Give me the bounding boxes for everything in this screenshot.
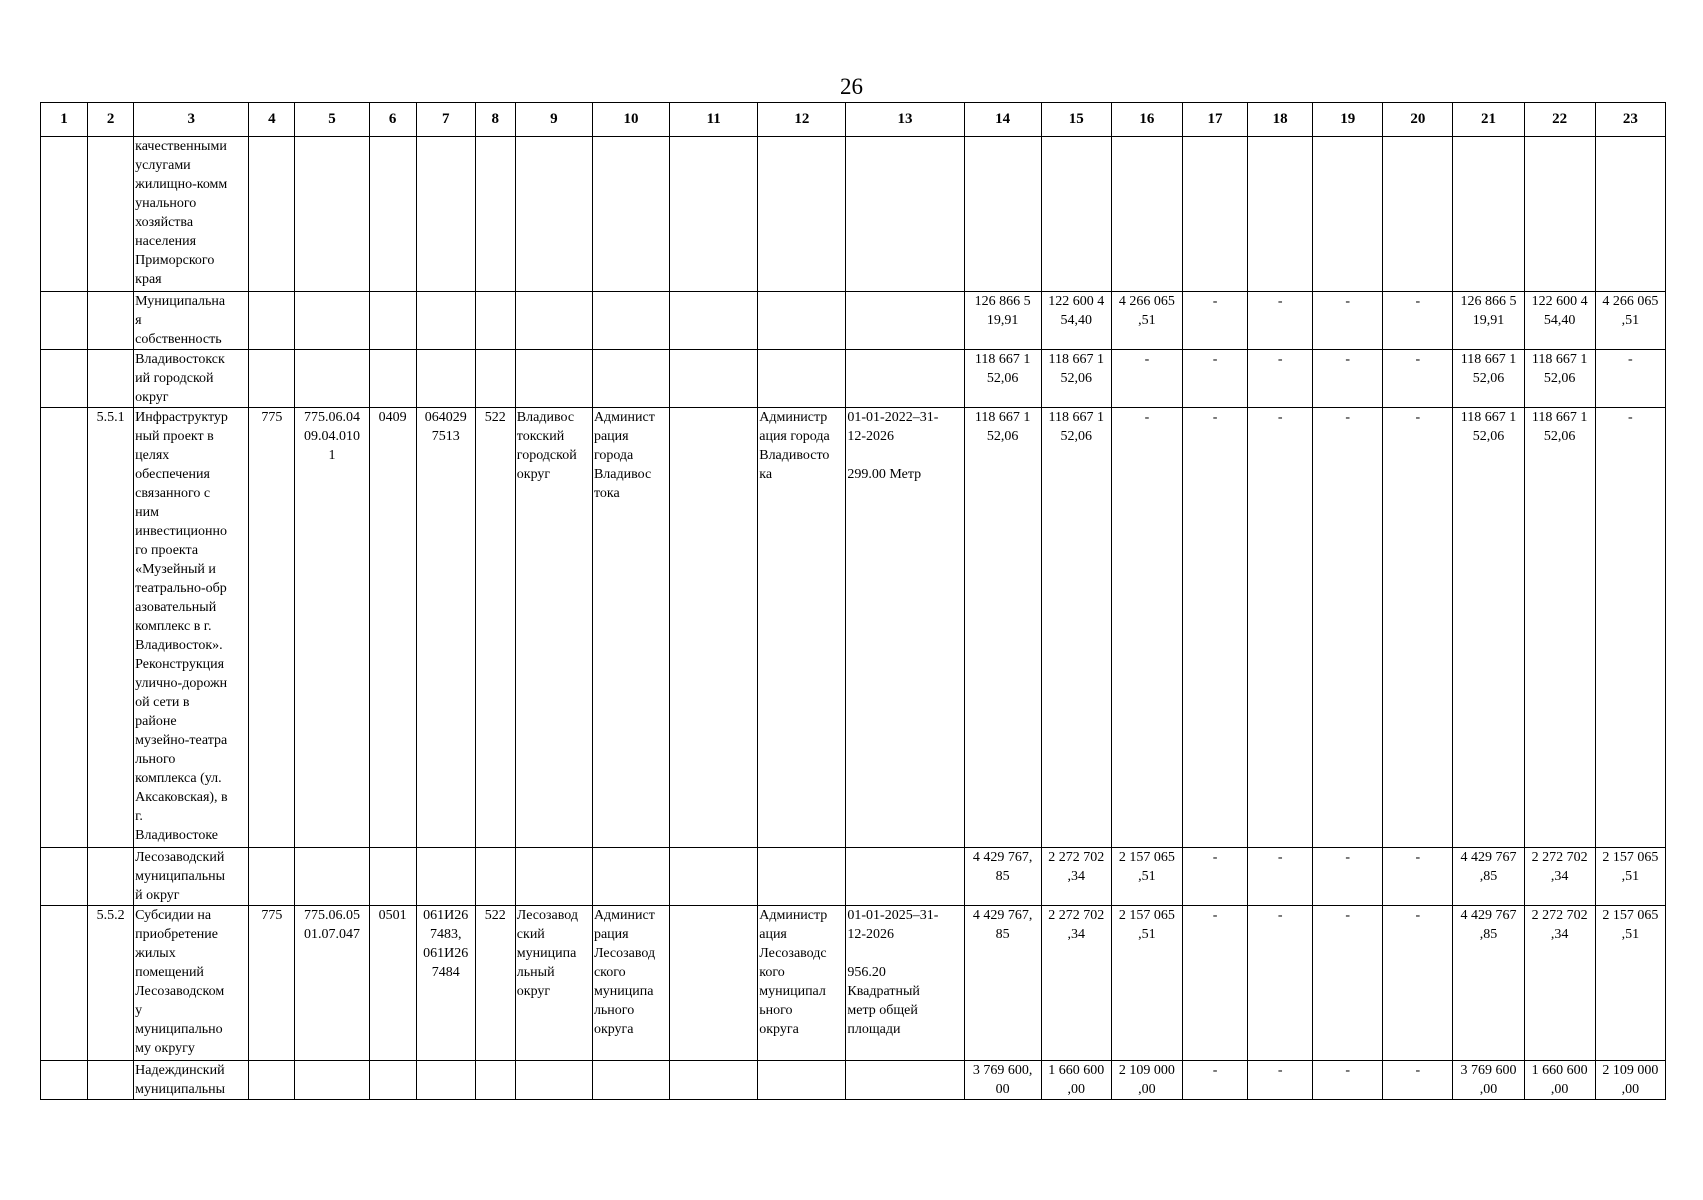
column-number-19: 19	[1313, 103, 1383, 137]
table-cell-col-13	[846, 848, 964, 906]
column-number-13: 13	[846, 103, 964, 137]
table-cell-col-3: Субсидии на приобретение жилых помещений Лесозаводском у муниципально му округу	[134, 906, 249, 1061]
table-cell-col-19	[1313, 137, 1383, 292]
table-cell-col-7	[416, 1061, 475, 1100]
table-cell-col-9	[515, 1061, 592, 1100]
table-cell-col-10	[592, 350, 669, 408]
table-cell-col-8	[475, 292, 515, 350]
table-cell-col-14	[964, 137, 1041, 292]
table-cell-col-23	[1595, 137, 1665, 292]
table-cell-col-12	[758, 137, 846, 292]
table-cell-col-5: 775.06.04 09.04.010 1	[295, 408, 369, 848]
table-cell-col-12	[758, 350, 846, 408]
column-number-16: 16	[1111, 103, 1182, 137]
table-cell-col-12	[758, 292, 846, 350]
table-cell-col-7	[416, 350, 475, 408]
table-cell-col-22: 2 272 702 ,34	[1524, 848, 1595, 906]
table-cell-col-10	[592, 848, 669, 906]
table-cell-col-16: 4 266 065 ,51	[1111, 292, 1182, 350]
table-cell-col-11	[670, 906, 758, 1061]
table-cell-col-7: 061И26 7483, 061И26 7484	[416, 906, 475, 1061]
table-cell-col-16	[1111, 137, 1182, 292]
table-cell-col-14: 3 769 600, 00	[964, 1061, 1041, 1100]
table-cell-col-4: 775	[249, 906, 295, 1061]
table-cell-col-11	[670, 848, 758, 906]
table-cell-col-16: -	[1111, 350, 1182, 408]
table-cell-col-5: 775.06.05 01.07.047	[295, 906, 369, 1061]
table-cell-col-3: Лесозаводский муниципальны й округ	[134, 848, 249, 906]
table-cell-col-21: 118 667 1 52,06	[1453, 350, 1524, 408]
table-cell-col-13	[846, 137, 964, 292]
table-cell-col-11	[670, 292, 758, 350]
table-cell-col-11	[670, 408, 758, 848]
table-cell-col-19: -	[1313, 906, 1383, 1061]
table-cell-col-9	[515, 137, 592, 292]
table-cell-col-14: 4 429 767, 85	[964, 906, 1041, 1061]
column-number-3: 3	[134, 103, 249, 137]
table-cell-col-12	[758, 848, 846, 906]
table-cell-col-2	[88, 1061, 134, 1100]
table-cell-col-19: -	[1313, 350, 1383, 408]
table-cell-col-3: Муниципальна я собственность	[134, 292, 249, 350]
table-cell-col-19: -	[1313, 292, 1383, 350]
column-number-7: 7	[416, 103, 475, 137]
table-cell-col-21: 4 429 767 ,85	[1453, 848, 1524, 906]
table-cell-col-12: Администр ация Лесозаводс кого муниципал ьного округа	[758, 906, 846, 1061]
table-cell-col-7: 064029 7513	[416, 408, 475, 848]
table-cell-col-3: Владивостокск ий городской округ	[134, 350, 249, 408]
column-number-10: 10	[592, 103, 669, 137]
table-cell-col-4	[249, 848, 295, 906]
table-cell-col-6: 0501	[369, 906, 416, 1061]
table-cell-col-21: 4 429 767 ,85	[1453, 906, 1524, 1061]
table-cell-col-13	[846, 292, 964, 350]
table-cell-col-3: качественными услугами жилищно-комм унального хозяйства населения Приморского края	[134, 137, 249, 292]
column-number-8: 8	[475, 103, 515, 137]
table-cell-col-8: 522	[475, 408, 515, 848]
table-cell-col-12	[758, 1061, 846, 1100]
table-cell-col-4	[249, 292, 295, 350]
column-number-9: 9	[515, 103, 592, 137]
table-cell-col-20: -	[1383, 350, 1453, 408]
table-cell-col-1	[41, 848, 88, 906]
table-cell-col-2	[88, 848, 134, 906]
table-cell-col-16: 2 157 065 ,51	[1111, 906, 1182, 1061]
table-cell-col-18: -	[1248, 848, 1313, 906]
column-number-17: 17	[1182, 103, 1247, 137]
table-cell-col-9	[515, 848, 592, 906]
table-cell-col-22: 118 667 1 52,06	[1524, 408, 1595, 848]
table-cell-col-5	[295, 292, 369, 350]
column-number-header-row	[41, 103, 1666, 137]
table-cell-col-15: 122 600 4 54,40	[1041, 292, 1111, 350]
table-cell-col-21: 3 769 600 ,00	[1453, 1061, 1524, 1100]
column-number-12: 12	[758, 103, 846, 137]
table-cell-col-1	[41, 906, 88, 1061]
column-number-6: 6	[369, 103, 416, 137]
table-cell-col-16: 2 157 065 ,51	[1111, 848, 1182, 906]
column-number-23: 23	[1595, 103, 1665, 137]
table-cell-col-18: -	[1248, 1061, 1313, 1100]
table-cell-col-10: Админист рация города Владивос тока	[592, 408, 669, 848]
table-cell-col-18: -	[1248, 292, 1313, 350]
table-cell-col-17: -	[1182, 1061, 1247, 1100]
table-cell-col-8	[475, 137, 515, 292]
table-cell-col-17: -	[1182, 848, 1247, 906]
table-cell-col-21: 118 667 1 52,06	[1453, 408, 1524, 848]
table-cell-col-4	[249, 137, 295, 292]
table-cell-col-20: -	[1383, 292, 1453, 350]
table-cell-col-20: -	[1383, 848, 1453, 906]
table-cell-col-10	[592, 1061, 669, 1100]
table-cell-col-4: 775	[249, 408, 295, 848]
column-number-20: 20	[1383, 103, 1453, 137]
table-cell-col-6	[369, 292, 416, 350]
column-number-15: 15	[1041, 103, 1111, 137]
table-cell-col-23: 4 266 065 ,51	[1595, 292, 1665, 350]
table-cell-col-8	[475, 848, 515, 906]
table-cell-col-14: 118 667 1 52,06	[964, 408, 1041, 848]
table-cell-col-9: Владивос токский городской округ	[515, 408, 592, 848]
table-row	[41, 408, 1666, 848]
table-cell-col-21	[1453, 137, 1524, 292]
table-cell-col-23: 2 157 065 ,51	[1595, 848, 1665, 906]
table-cell-col-19: -	[1313, 1061, 1383, 1100]
table-cell-col-22	[1524, 137, 1595, 292]
table-cell-col-22: 118 667 1 52,06	[1524, 350, 1595, 408]
table-cell-col-13	[846, 350, 964, 408]
table-cell-col-6	[369, 848, 416, 906]
table-row	[41, 1061, 1666, 1100]
column-number-14: 14	[964, 103, 1041, 137]
table-cell-col-15	[1041, 137, 1111, 292]
table-cell-col-23: 2 109 000 ,00	[1595, 1061, 1665, 1100]
table-cell-col-10	[592, 137, 669, 292]
table-cell-col-4	[249, 350, 295, 408]
table-cell-col-15: 118 667 1 52,06	[1041, 408, 1111, 848]
column-number-21: 21	[1453, 103, 1524, 137]
budget-table	[40, 102, 1666, 1100]
table-row	[41, 906, 1666, 1061]
table-cell-col-2: 5.5.1	[88, 408, 134, 848]
table-cell-col-1	[41, 137, 88, 292]
table-cell-col-1	[41, 408, 88, 848]
table-cell-col-7	[416, 137, 475, 292]
table-cell-col-23: -	[1595, 350, 1665, 408]
table-cell-col-17: -	[1182, 906, 1247, 1061]
table-cell-col-11	[670, 350, 758, 408]
table-cell-col-20: -	[1383, 906, 1453, 1061]
table-cell-col-10: Админист рация Лесозавод ского муниципа льного округа	[592, 906, 669, 1061]
table-cell-col-19: -	[1313, 848, 1383, 906]
table-cell-col-6	[369, 1061, 416, 1100]
table-cell-col-22: 1 660 600 ,00	[1524, 1061, 1595, 1100]
table-cell-col-8	[475, 1061, 515, 1100]
table-cell-col-17	[1182, 137, 1247, 292]
table-cell-col-9: Лесозавод ский муниципа льный округ	[515, 906, 592, 1061]
table-cell-col-21: 126 866 5 19,91	[1453, 292, 1524, 350]
table-cell-col-2	[88, 137, 134, 292]
table-cell-col-23: 2 157 065 ,51	[1595, 906, 1665, 1061]
table-row	[41, 137, 1666, 292]
table-cell-col-13: 01-01-2022–31- 12-2026 299.00 Метр	[846, 408, 964, 848]
table-cell-col-9	[515, 292, 592, 350]
table-cell-col-22: 122 600 4 54,40	[1524, 292, 1595, 350]
table-cell-col-13	[846, 1061, 964, 1100]
table-cell-col-7	[416, 848, 475, 906]
column-number-11: 11	[670, 103, 758, 137]
column-number-1: 1	[41, 103, 88, 137]
table-cell-col-17: -	[1182, 292, 1247, 350]
table-cell-col-3: Инфраструктур ный проект в целях обеспечения связанного с ним инвестиционно го проекта «Музейный и театрально-обр азовательный комплекс в г. Владивосток». Реконструкция улично-дорожн ой сети в районе музейно-театра льного комплекса (ул. Аксаковская), в г. Владивостоке	[134, 408, 249, 848]
table-row	[41, 848, 1666, 906]
table-cell-col-5	[295, 1061, 369, 1100]
table-cell-col-11	[670, 137, 758, 292]
table-cell-col-18: -	[1248, 350, 1313, 408]
table-cell-col-20: -	[1383, 408, 1453, 848]
table-cell-col-14: 126 866 5 19,91	[964, 292, 1041, 350]
table-cell-col-9	[515, 350, 592, 408]
table-cell-col-6	[369, 350, 416, 408]
table-cell-col-11	[670, 1061, 758, 1100]
table-cell-col-1	[41, 292, 88, 350]
table-row	[41, 292, 1666, 350]
table-cell-col-1	[41, 1061, 88, 1100]
table-row	[41, 350, 1666, 408]
table-cell-col-8	[475, 350, 515, 408]
table-cell-col-18	[1248, 137, 1313, 292]
column-number-18: 18	[1248, 103, 1313, 137]
table-cell-col-16: 2 109 000 ,00	[1111, 1061, 1182, 1100]
table-cell-col-12: Администр ация города Владивосто ка	[758, 408, 846, 848]
table-cell-col-20: -	[1383, 1061, 1453, 1100]
table-cell-col-13: 01-01-2025–31- 12-2026 956.20 Квадратный метр общей площади	[846, 906, 964, 1061]
table-cell-col-22: 2 272 702 ,34	[1524, 906, 1595, 1061]
table-cell-col-5	[295, 848, 369, 906]
page-number: 26	[840, 74, 863, 99]
table-cell-col-14: 118 667 1 52,06	[964, 350, 1041, 408]
column-number-22: 22	[1524, 103, 1595, 137]
table-cell-col-15: 2 272 702 ,34	[1041, 906, 1111, 1061]
column-number-5: 5	[295, 103, 369, 137]
table-cell-col-18: -	[1248, 408, 1313, 848]
table-cell-col-19: -	[1313, 408, 1383, 848]
table-cell-col-3: Надеждинский муниципальны	[134, 1061, 249, 1100]
table-cell-col-5	[295, 137, 369, 292]
table-cell-col-15: 2 272 702 ,34	[1041, 848, 1111, 906]
table-cell-col-16: -	[1111, 408, 1182, 848]
table-cell-col-17: -	[1182, 408, 1247, 848]
table-cell-col-20	[1383, 137, 1453, 292]
table-cell-col-14: 4 429 767, 85	[964, 848, 1041, 906]
table-cell-col-6: 0409	[369, 408, 416, 848]
table-cell-col-18: -	[1248, 906, 1313, 1061]
table-cell-col-2: 5.5.2	[88, 906, 134, 1061]
table-cell-col-5	[295, 350, 369, 408]
column-number-2: 2	[88, 103, 134, 137]
table-cell-col-23: -	[1595, 408, 1665, 848]
table-cell-col-15: 1 660 600 ,00	[1041, 1061, 1111, 1100]
table-cell-col-10	[592, 292, 669, 350]
table-cell-col-7	[416, 292, 475, 350]
table-cell-col-1	[41, 350, 88, 408]
table-cell-col-2	[88, 292, 134, 350]
table-cell-col-8: 522	[475, 906, 515, 1061]
table-cell-col-2	[88, 350, 134, 408]
table-cell-col-17: -	[1182, 350, 1247, 408]
column-number-4: 4	[249, 103, 295, 137]
table-cell-col-6	[369, 137, 416, 292]
table-cell-col-15: 118 667 1 52,06	[1041, 350, 1111, 408]
table-cell-col-4	[249, 1061, 295, 1100]
